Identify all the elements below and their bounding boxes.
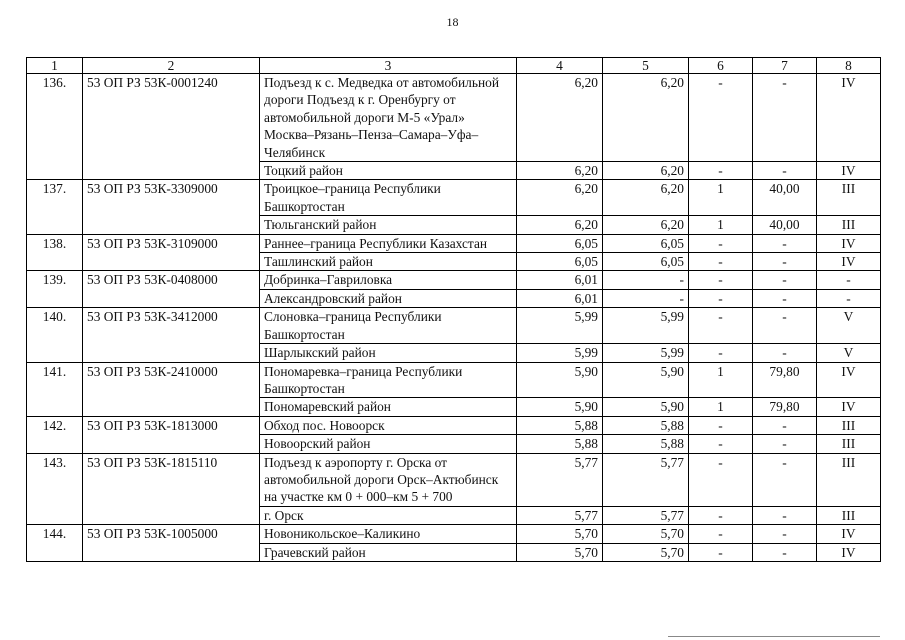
- road-row: [27, 271, 881, 289]
- roads-table: [26, 57, 881, 562]
- district-value-5: 5,70: [603, 543, 689, 561]
- district-name: Шарлыкский район: [260, 344, 517, 362]
- district-value-4: 6,20: [517, 216, 603, 234]
- road-name: Подъезд к с. Медведка от автомобильной дороги Подъезд к г. Оренбургу от автомобильной дороги М-5 «Урал» Москва–Рязань–Пенза–Самара–Уфа–Челябинск: [260, 74, 517, 162]
- road-row: [27, 74, 881, 162]
- district-value-4: 5,70: [517, 543, 603, 561]
- bottom-rule: [668, 636, 880, 637]
- road-row: [27, 308, 881, 344]
- district-name: Тоцкий район: [260, 162, 517, 180]
- road-value-7: -: [753, 308, 817, 344]
- district-value-5: 5,90: [603, 398, 689, 416]
- district-value-7: -: [753, 253, 817, 271]
- road-row: [27, 416, 881, 434]
- district-value-8: III: [817, 216, 881, 234]
- road-value-5: 6,20: [603, 180, 689, 216]
- road-code: 53 ОП РЗ 53К-1005000: [83, 525, 260, 562]
- road-number: 141.: [27, 362, 83, 416]
- road-value-7: -: [753, 525, 817, 543]
- district-value-5: 6,05: [603, 253, 689, 271]
- road-code: 53 ОП РЗ 53К-2410000: [83, 362, 260, 416]
- road-value-6: -: [689, 74, 753, 162]
- road-name: Слоновка–граница Республики Башкортостан: [260, 308, 517, 344]
- district-value-7: 40,00: [753, 216, 817, 234]
- road-value-6: -: [689, 453, 753, 506]
- district-value-4: 5,90: [517, 398, 603, 416]
- district-value-4: 5,99: [517, 344, 603, 362]
- district-value-6: -: [689, 506, 753, 524]
- road-number: 140.: [27, 308, 83, 362]
- district-value-5: 6,20: [603, 216, 689, 234]
- road-number: 137.: [27, 180, 83, 234]
- road-value-6: -: [689, 271, 753, 289]
- road-row: [27, 234, 881, 252]
- road-name: Троицкое–граница Республики Башкортостан: [260, 180, 517, 216]
- road-code: 53 ОП РЗ 53К-0001240: [83, 74, 260, 180]
- road-code: 53 ОП РЗ 53К-1815110: [83, 453, 260, 525]
- column-number-row: [27, 58, 881, 74]
- road-value-8: V: [817, 308, 881, 344]
- road-value-5: 5,99: [603, 308, 689, 344]
- district-value-8: III: [817, 506, 881, 524]
- district-value-8: III: [817, 435, 881, 453]
- road-value-5: 6,05: [603, 234, 689, 252]
- road-value-6: -: [689, 525, 753, 543]
- road-value-7: -: [753, 271, 817, 289]
- district-value-4: 5,88: [517, 435, 603, 453]
- district-value-7: -: [753, 543, 817, 561]
- roads-table-body: [27, 74, 881, 562]
- road-value-7: 79,80: [753, 362, 817, 398]
- road-value-7: 40,00: [753, 180, 817, 216]
- road-name: Обход пос. Новоорск: [260, 416, 517, 434]
- district-value-8: IV: [817, 253, 881, 271]
- road-number: 138.: [27, 234, 83, 271]
- district-name: Ташлинский район: [260, 253, 517, 271]
- road-value-6: -: [689, 416, 753, 434]
- district-name: Тюльганский район: [260, 216, 517, 234]
- column-header: 3: [260, 58, 517, 74]
- column-header: 7: [753, 58, 817, 74]
- road-value-5: 6,20: [603, 74, 689, 162]
- road-value-7: -: [753, 234, 817, 252]
- road-value-4: 6,20: [517, 74, 603, 162]
- column-header: 1: [27, 58, 83, 74]
- district-value-6: -: [689, 435, 753, 453]
- road-value-5: -: [603, 271, 689, 289]
- road-code: 53 ОП РЗ 53К-3309000: [83, 180, 260, 234]
- district-value-7: -: [753, 435, 817, 453]
- district-value-6: -: [689, 289, 753, 307]
- road-row: [27, 525, 881, 543]
- road-value-4: 6,01: [517, 271, 603, 289]
- road-value-5: 5,70: [603, 525, 689, 543]
- page-number: 18: [446, 15, 459, 29]
- road-value-5: 5,88: [603, 416, 689, 434]
- road-row: [27, 180, 881, 216]
- column-header: 6: [689, 58, 753, 74]
- district-value-5: 5,88: [603, 435, 689, 453]
- district-value-4: 6,05: [517, 253, 603, 271]
- road-number: 144.: [27, 525, 83, 562]
- column-header: 8: [817, 58, 881, 74]
- road-value-6: -: [689, 234, 753, 252]
- column-header: 4: [517, 58, 603, 74]
- district-value-8: IV: [817, 398, 881, 416]
- road-value-8: IV: [817, 234, 881, 252]
- road-value-8: IV: [817, 525, 881, 543]
- road-code: 53 ОП РЗ 53К-1813000: [83, 416, 260, 453]
- district-value-5: -: [603, 289, 689, 307]
- district-value-6: -: [689, 344, 753, 362]
- road-value-6: 1: [689, 362, 753, 398]
- road-value-4: 5,77: [517, 453, 603, 506]
- district-value-6: -: [689, 253, 753, 271]
- column-header: 2: [83, 58, 260, 74]
- district-value-7: -: [753, 506, 817, 524]
- road-value-8: III: [817, 180, 881, 216]
- road-name: Подъезд к аэропорту г. Орска от автомобильной дороги Орск–Актюбинск на участке км 0 + 000–км 5 + 700: [260, 453, 517, 506]
- road-value-8: -: [817, 271, 881, 289]
- road-value-4: 5,70: [517, 525, 603, 543]
- district-value-6: 1: [689, 216, 753, 234]
- road-number: 142.: [27, 416, 83, 453]
- road-value-7: -: [753, 453, 817, 506]
- district-name: Новоорский район: [260, 435, 517, 453]
- district-value-5: 5,99: [603, 344, 689, 362]
- road-value-5: 5,90: [603, 362, 689, 398]
- district-value-4: 6,01: [517, 289, 603, 307]
- district-name: г. Орск: [260, 506, 517, 524]
- road-row: [27, 453, 881, 506]
- district-value-7: -: [753, 289, 817, 307]
- district-name: Пономаревский район: [260, 398, 517, 416]
- district-value-5: 5,77: [603, 506, 689, 524]
- district-value-7: 79,80: [753, 398, 817, 416]
- road-value-4: 6,20: [517, 180, 603, 216]
- road-value-6: -: [689, 308, 753, 344]
- district-value-7: -: [753, 344, 817, 362]
- road-row: [27, 362, 881, 398]
- district-value-5: 6,20: [603, 162, 689, 180]
- road-value-6: 1: [689, 180, 753, 216]
- road-name: Пономаревка–граница Республики Башкортостан: [260, 362, 517, 398]
- district-value-7: -: [753, 162, 817, 180]
- road-value-8: IV: [817, 362, 881, 398]
- road-value-7: -: [753, 74, 817, 162]
- district-value-4: 6,20: [517, 162, 603, 180]
- road-value-4: 5,99: [517, 308, 603, 344]
- road-value-7: -: [753, 416, 817, 434]
- district-value-6: -: [689, 162, 753, 180]
- road-value-8: III: [817, 416, 881, 434]
- road-code: 53 ОП РЗ 53К-3109000: [83, 234, 260, 271]
- road-code: 53 ОП РЗ 53К-0408000: [83, 271, 260, 308]
- road-value-4: 6,05: [517, 234, 603, 252]
- column-header: 5: [603, 58, 689, 74]
- district-value-8: IV: [817, 543, 881, 561]
- road-value-4: 5,90: [517, 362, 603, 398]
- district-value-8: V: [817, 344, 881, 362]
- district-value-4: 5,77: [517, 506, 603, 524]
- road-value-8: IV: [817, 74, 881, 162]
- road-code: 53 ОП РЗ 53К-3412000: [83, 308, 260, 362]
- road-value-5: 5,77: [603, 453, 689, 506]
- district-name: Грачевский район: [260, 543, 517, 561]
- district-value-8: -: [817, 289, 881, 307]
- road-number: 139.: [27, 271, 83, 308]
- road-value-4: 5,88: [517, 416, 603, 434]
- road-name: Раннее–граница Республики Казахстан: [260, 234, 517, 252]
- road-name: Новоникольское–Каликино: [260, 525, 517, 543]
- road-number: 143.: [27, 453, 83, 525]
- road-name: Добринка–Гавриловка: [260, 271, 517, 289]
- district-value-8: IV: [817, 162, 881, 180]
- district-name: Александровский район: [260, 289, 517, 307]
- district-value-6: 1: [689, 398, 753, 416]
- district-value-6: -: [689, 543, 753, 561]
- road-value-8: III: [817, 453, 881, 506]
- road-number: 136.: [27, 74, 83, 180]
